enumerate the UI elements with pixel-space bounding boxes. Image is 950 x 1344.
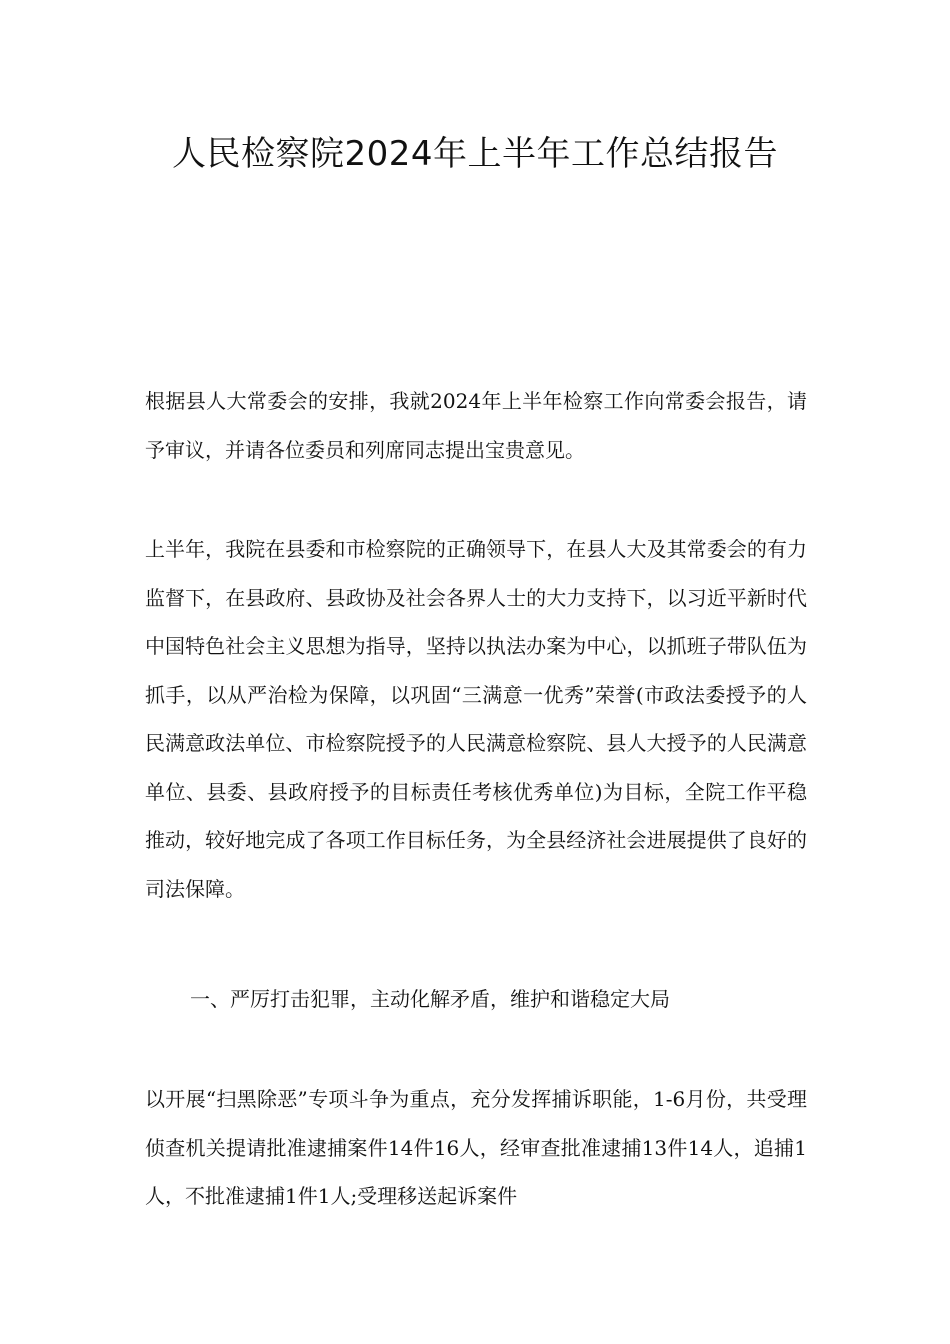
intro-paragraph: 根据县人大常委会的安排，我就2024年上半年检察工作向常委会报告，请予审议，并请各位委员和列席同志提出宝贵意见。 [145, 389, 807, 462]
document-title: 人民检察院2024年上半年工作总结报告 [171, 134, 779, 174]
section-heading: 一、严厉打击犯罪，主动化解矛盾，维护和谐稳定大局 [190, 987, 670, 1011]
summary-paragraph: 上半年，我院在县委和市检察院的正确领导下，在县人大及其常委会的有力监督下，在县政府、县政协及社会各界人士的大力支持下，以习近平新时代中国特色社会主义思想为指导，坚持以执法办案为中心，以抓班子带队伍为抓手，以从严治检为保障，以巩固“三满意一优秀”荣誉(市政法委授予的人民满意政法单位、市检察院授予的人民满意检察院、县人大授予的人民满意单位、县委、县政府授予的目标责任考核优秀单位)为目标，全院工作平稳推动，较好地完成了各项工作目标任务，为全县经济社会进展提供了良好的司法保障。 [145, 537, 807, 901]
section-paragraph: 以开展“扫黑除恶”专项斗争为重点，充分发挥捕诉职能，1-6月份，共受理侦查机关提请批准逮捕案件14件16人，经审查批准逮捕13件14人，追捕1人，不批准逮捕1件1人;受理移送起诉案件 [145, 1087, 807, 1208]
